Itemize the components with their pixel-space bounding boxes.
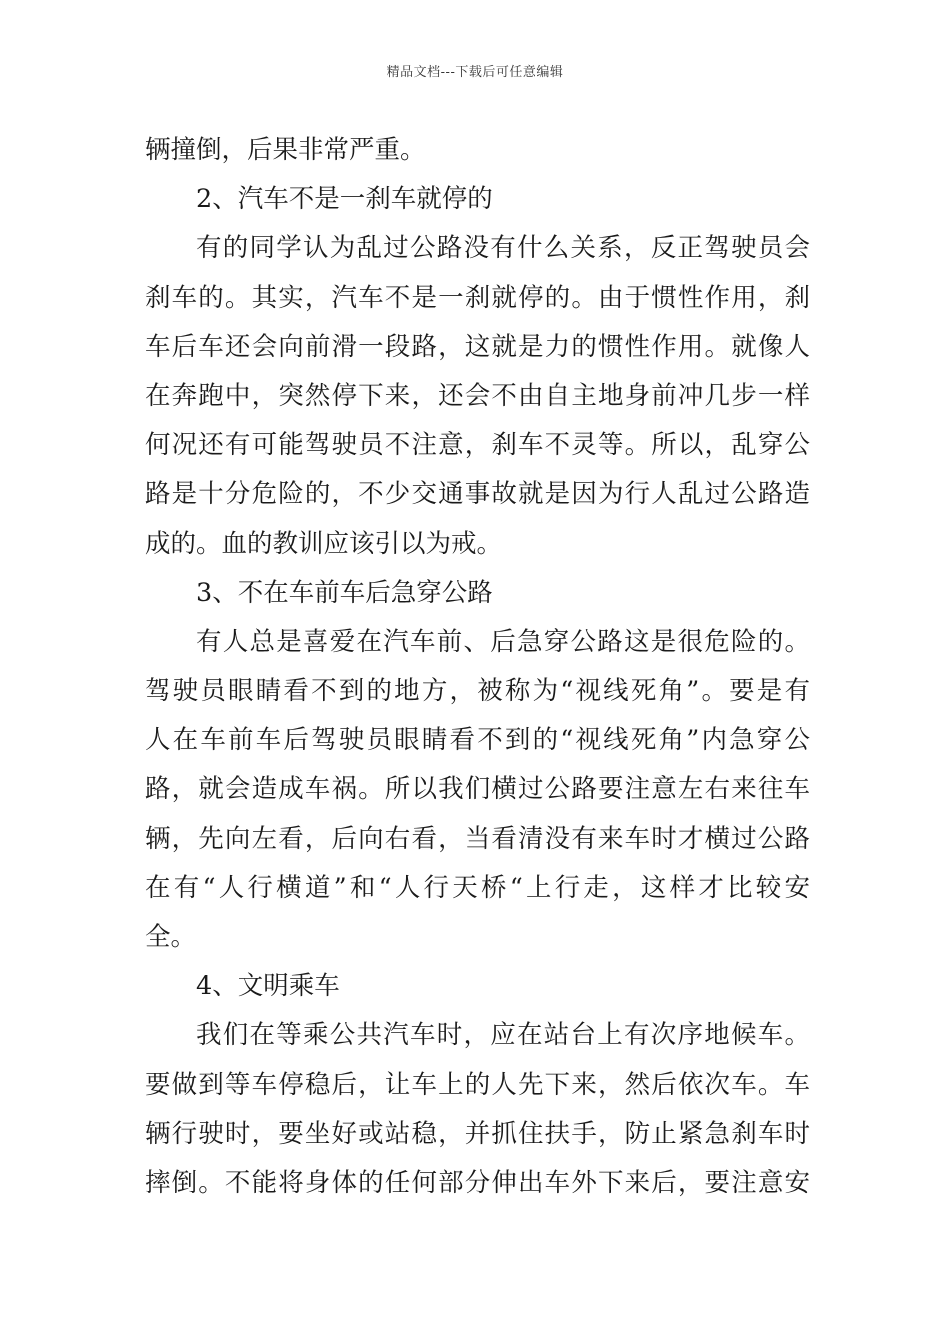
paragraph-line: 路，就会造成车祸。所以我们横过公路要注意左右来往车	[145, 774, 810, 805]
paragraph-line: 全。	[145, 922, 197, 952]
paragraph-line: 人在车前车后驾驶员眼睛看不到的“视线死角”内急穿公	[145, 725, 810, 756]
paragraph-line: 在奔跑中，突然停下来，还会不由自主地身前冲几步一样	[145, 380, 810, 411]
paragraph-line: 辆行驶时，要坐好或站稳，并抓住扶手，防止紧急刹车时	[145, 1118, 810, 1149]
paragraph-line: 要做到等车停稳后，让车上的人先下来，然后依次车。车	[145, 1069, 810, 1100]
paragraph-line: 何况还有可能驾驶员不注意，刹车不灵等。所以，乱穿公	[145, 430, 810, 461]
paragraph-line: 刹车的。其实，汽车不是一刹就停的。由于惯性作用，刹	[145, 282, 810, 313]
paragraph-line: 辆，先向左看，后向右看，当看清没有来车时才横过公路	[145, 823, 810, 854]
paragraph-line: 有的同学认为乱过公路没有什么关系，反正驾驶员会	[196, 233, 810, 264]
paragraph-line: 驾驶员眼睛看不到的地方，被称为“视线死角”。要是有	[145, 676, 810, 707]
section-heading: 2、汽车不是一刹车就停的	[196, 184, 493, 215]
paragraph-line: 有人总是喜爱在汽车前、后急穿公路这是很危险的。	[196, 626, 810, 657]
paragraph-line: 在有“人行横道”和“人行天桥“上行走，这样才比较安	[145, 872, 810, 903]
paragraph-line: 成的。血的教训应该引以为戒。	[145, 528, 503, 559]
page-header: 精品文档---下载后可任意编辑	[386, 65, 564, 80]
section-heading: 4、文明乘车	[196, 971, 340, 1002]
paragraph-line: 路是十分危险的，不少交通事故就是因为行人乱过公路造	[145, 479, 810, 510]
text-line: 辆撞倒，后果非常严重。	[145, 135, 426, 165]
paragraph-line: 我们在等乘公共汽车时，应在站台上有次序地候车。	[196, 1020, 810, 1051]
document-body	[145, 126, 810, 1208]
paragraph-line: 摔倒。不能将身体的任何部分伸出车外下来后，要注意安	[145, 1167, 810, 1198]
section-heading: 3、不在车前车后急穿公路	[196, 577, 493, 608]
paragraph-line: 车后车还会向前滑一段路，这就是力的惯性作用。就像人	[145, 331, 810, 362]
